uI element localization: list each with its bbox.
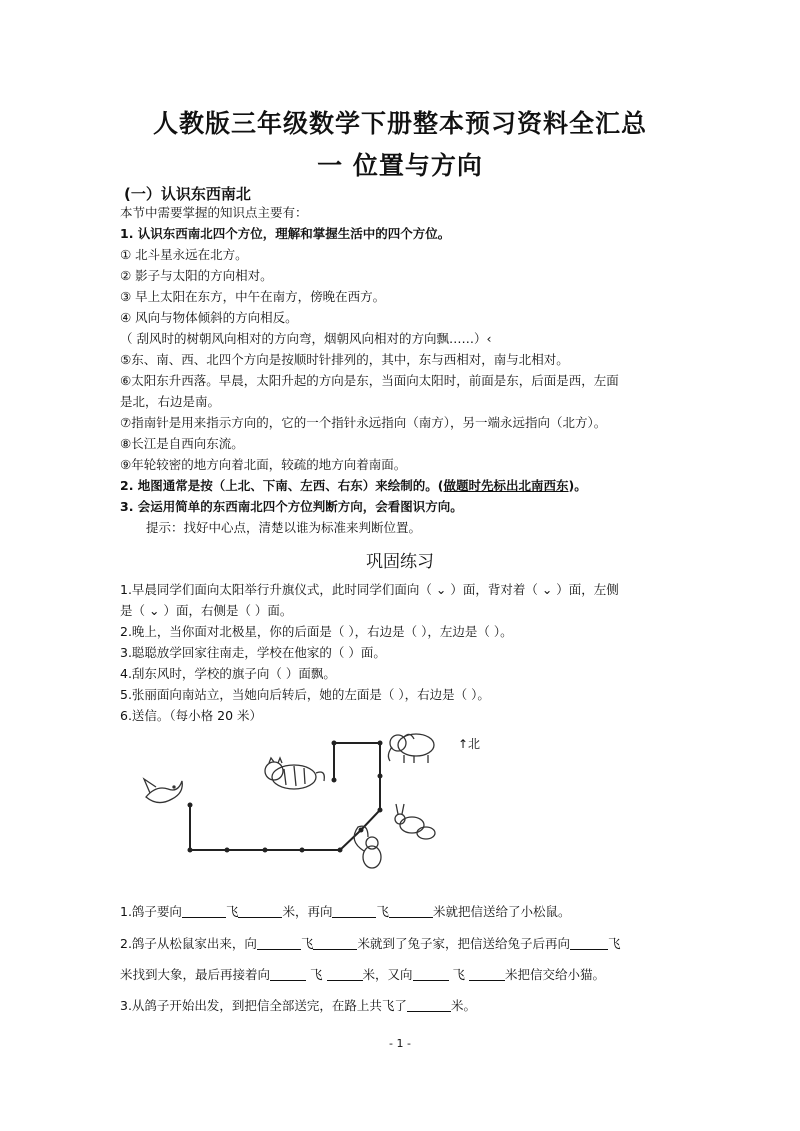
answer-blank[interactable] [327,966,363,981]
list-item: ③ 早上太阳在东方，中午在南方，傍晚在西方。 [120,289,386,304]
knowledge-point-1: 1. 认识东西南北四个方位，理解和掌握生活中的四个方位。 [120,226,451,241]
answer-blank[interactable] [257,935,301,950]
list-item: ④ 风向与物体倾斜的方向相反。 [120,310,298,325]
section-heading: (一）认识东西南北 [124,185,251,203]
intro-text: 本节中需要掌握的知识点主要有： [120,205,308,220]
answer-blank[interactable] [238,903,282,918]
fill-question-1: 1.鸽子要向 飞 米，再向 飞 米就把信送给了小松鼠。 [120,904,571,919]
answer-blank[interactable] [313,935,357,950]
question-5: 5.张丽面向南站立，当她向后转后，她的左面是（ ），右边是（ ）。 [120,687,490,702]
practice-title: 巩固练习 [366,552,434,572]
page-number: - 1 - [389,1037,411,1050]
question-1-cont: 是（ ⌄ ）面，右侧是（ ）面。 [120,603,293,618]
question-1: 1.早晨同学们面向太阳举行升旗仪式，此时同学们面向（ ⌄ ）面，背对着（ ⌄ ）面，左侧 [120,582,619,597]
question-2: 2.晚上，当你面对北极星，你的后面是（ ），右边是（ ），左边是（ ）。 [120,624,513,639]
cat-icon [265,758,324,789]
answer-blank[interactable] [270,966,306,981]
route-path [190,743,380,850]
answer-blank[interactable] [469,966,505,981]
elephant-icon [388,734,434,763]
list-item: ⑥太阳东升西落。早晨，太阳升起的方向是东，当面向太阳时，前面是东，后面是西，左面 [120,373,619,388]
fill-question-2: 2.鸽子从松鼠家出来，向 飞 米就到了兔子家，把信送给兔子后再向 飞 [120,936,621,951]
knowledge-point-2: 2. 地图通常是按（上北、下南、左西、右东）来绘制的。(做题时先标出北南西东)。 [120,478,587,493]
list-item: 是北，右边是南。 [120,394,221,409]
answer-blank[interactable] [182,903,226,918]
question-3: 3.聪聪放学回家往南走，学校在他家的（ ）面。 [120,645,386,660]
list-item: ⑦指南针是用来指示方向的，它的一个指针永远指向（南方），另一端永远指向（北方）。 [120,415,607,430]
fill-question-2-cont: 米找到大象，最后再接着向 飞 米，又向 飞 米把信交给小猫。 [120,967,606,982]
list-item: ⑨年轮较密的地方向着北面，较疏的地方向着南面。 [120,457,407,472]
list-item: ⑤东、南、西、北四个方向是按顺时针排列的，其中，东与西相对，南与北相对。 [120,352,569,367]
answer-blank[interactable] [570,935,608,950]
route-diagram [128,725,458,885]
chapter-title: 一 位置与方向 [317,151,483,180]
page-title: 人教版三年级数学下册整本预习资料全汇总 [152,109,647,138]
north-label: ↑北 [458,737,481,751]
list-item: （ 刮风时的树朝风向相对的方向弯，烟朝风向相对的方向飘……）‹ [120,331,492,346]
answer-blank[interactable] [407,997,451,1012]
answer-blank[interactable] [332,903,376,918]
knowledge-point-3: 3. 会运用简单的东西南北四个方位判断方向，会看图识方向。 [120,499,463,514]
hint-text: 提示：找好中心点，清楚以谁为标准来判断位置。 [146,520,422,535]
answer-blank[interactable] [413,966,449,981]
list-item: ⑧长江是自西向东流。 [120,436,244,451]
question-4: 4.刮东风时，学校的旗子向（ ）面飘。 [120,666,336,681]
rabbit-icon [395,804,435,839]
pigeon-icon [144,779,182,803]
question-6: 6.送信。（每小格 20 米） [120,708,263,723]
kp2-underlined: 做题时先标出北南西东 [443,478,569,493]
answer-blank[interactable] [389,903,433,918]
route-dots [188,741,383,853]
list-item: ① 北斗星永远在北方。 [120,247,248,262]
fill-question-3: 3.从鸽子开始出发，到把信全部送完，在路上共飞了 米。 [120,998,476,1013]
list-item: ② 影子与太阳的方向相对。 [120,268,273,283]
